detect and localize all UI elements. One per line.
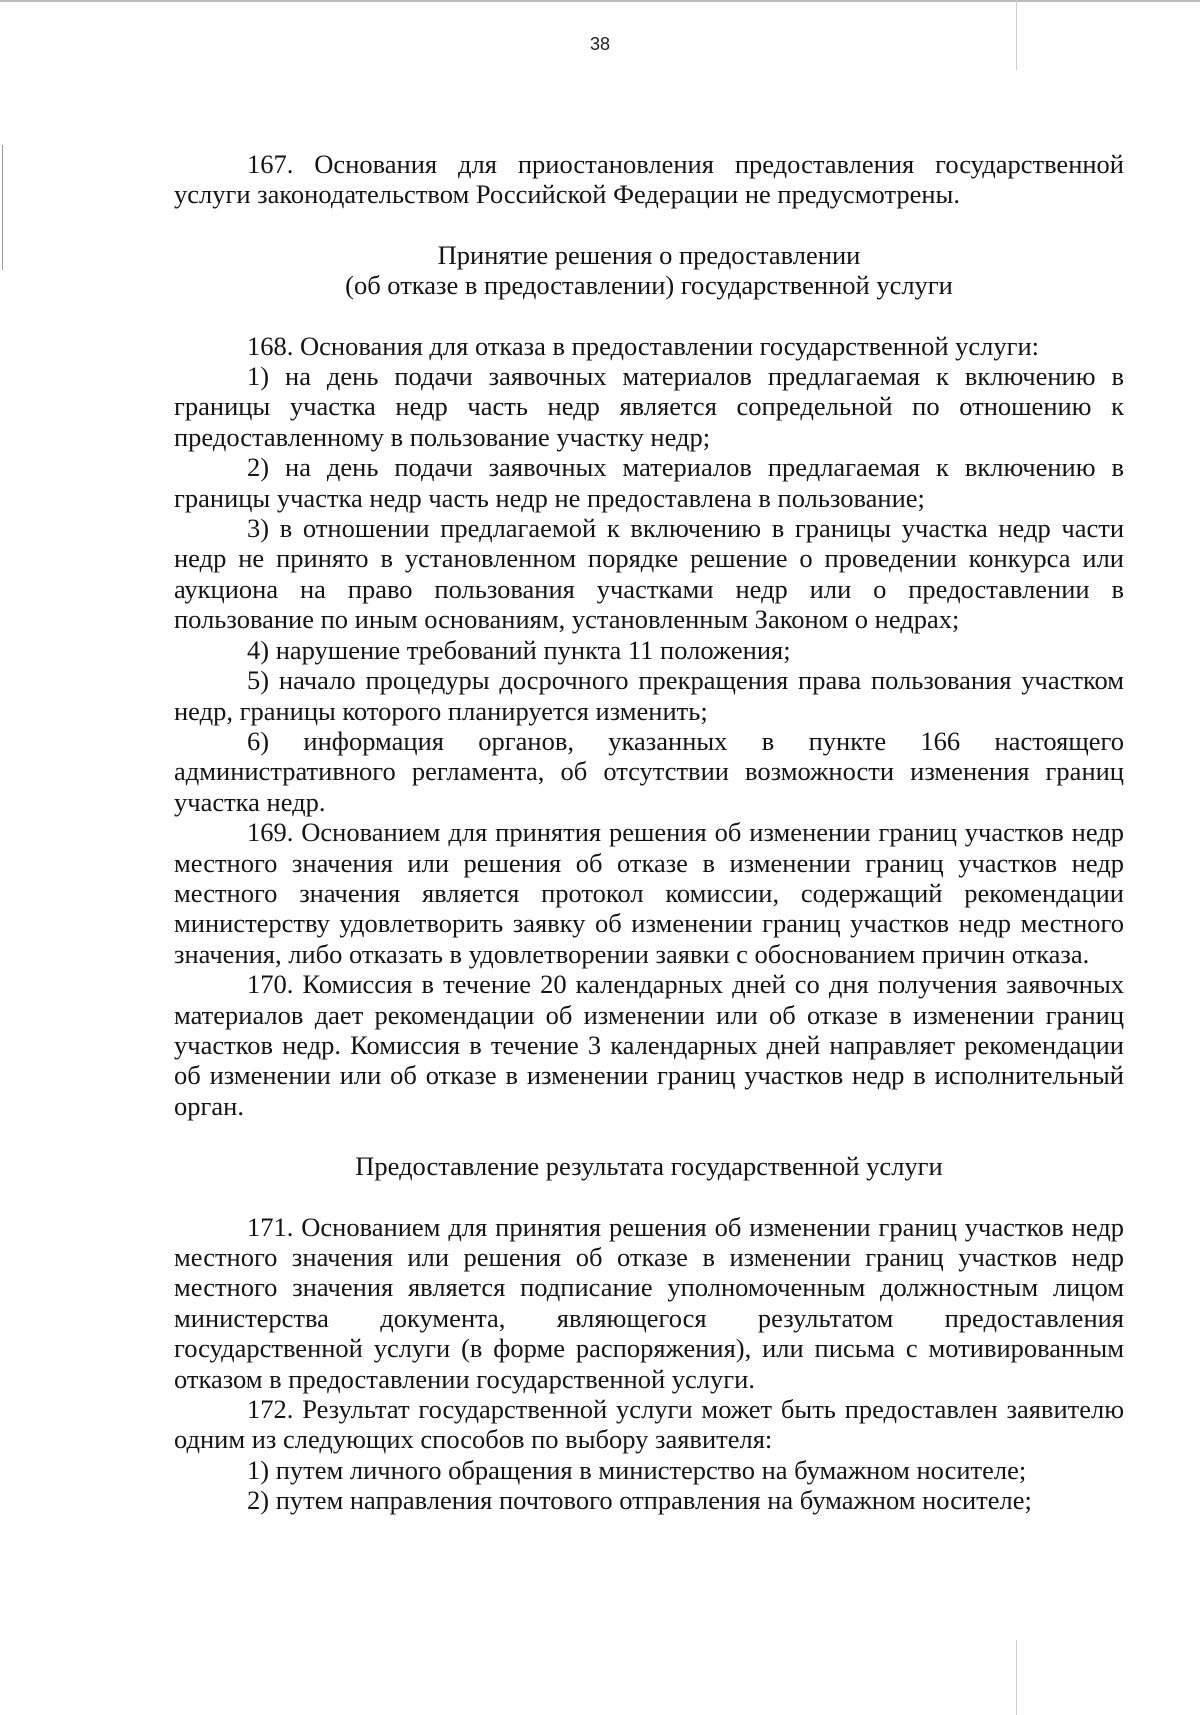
- paragraph: 2) на день подачи заявочных материалов предлагаемая к включению в границы участка недр часть недр не предоставлена в пользование;: [174, 452, 1124, 513]
- paragraph: 1) на день подачи заявочных материалов предлагаемая к включению в границы участка недр часть недр является сопредельной по отношению к предоставленному в пользование участку недр;: [174, 361, 1124, 452]
- paragraph: 167. Основания для приостановления предоставления государственной услуги законодательством Российской Федерации не предусмотрены.: [174, 149, 1124, 210]
- document-body: [174, 149, 1124, 1516]
- paragraph: 5) начало процедуры досрочного прекращения права пользования участком недр, границы которого планируется изменить;: [174, 665, 1124, 726]
- paragraph: 3) в отношении предлагаемой к включению в границы участка недр части недр не принято в установленном порядке решение о проведении конкурса или аукциона на право пользования участками недр или о предоставлении в пользование по иным основаниям, установленным Законом о недрах;: [174, 513, 1124, 635]
- section-heading-line: Принятие решения о предоставлении: [437, 239, 861, 270]
- section-heading-line: Предоставление результата государственной услуги: [355, 1151, 943, 1182]
- paragraph: 169. Основанием для принятия решения об изменении границ участков недр местного значения или решения об отказе в изменении границ участков недр местного значения является протокол комиссии, содержащий рекомендации министерству удовлетворить заявку об изменении границ участков недр местного значения, либо отказать в удовлетворении заявки с обоснованием причин отказа.: [174, 817, 1124, 969]
- spacer: [174, 1121, 1124, 1151]
- spacer: [174, 301, 1124, 331]
- paragraph: 171. Основанием для принятия решения об изменении границ участков недр местного значения или решения об отказе в изменении границ участков недр местного значения является подписание уполномоченным должностным лицом министерства документа, являющегося результатом предоставления государственной услуги (в форме распоряжения), или письма с мотивированным отказом в предоставлении государственной услуги.: [174, 1211, 1124, 1394]
- section-heading-line: (об отказе в предоставлении) государственной услуги: [345, 270, 953, 301]
- spacer: [174, 1182, 1124, 1212]
- scan-edge-bottom: [1016, 1640, 1017, 1715]
- paragraph: 4) нарушение требований пункта 11 положения;: [247, 634, 791, 665]
- page-number: 38: [589, 34, 611, 54]
- section-heading: [174, 1151, 1124, 1181]
- paragraph: 6) информация органов, указанных в пункте 166 настоящего административного регламента, об отсутствии возможности изменения границ участка недр.: [174, 725, 1124, 817]
- paragraph: 170. Комиссия в течение 20 календарных дней со дня получения заявочных материалов дает рекомендации об изменении или об отказе в изменении границ участков недр. Комиссия в течение 3 календарных дней направляет рекомендации об изменении или об отказе в изменении границ участков недр в исполнительный орган.: [174, 969, 1124, 1121]
- paragraph: 172. Результат государственной услуги может быть предоставлен заявителю одним из следующих способов по выбору заявителя:: [174, 1394, 1124, 1455]
- paragraph: 1) путем личного обращения в министерство на бумажном носителе;: [247, 1454, 1027, 1485]
- scan-edge-left: [2, 145, 3, 270]
- section-heading: [174, 240, 1124, 301]
- spacer: [174, 210, 1124, 240]
- scan-edge-top: [0, 0, 1200, 2]
- paragraph: 2) путем направления почтового отправления на бумажном носителе;: [247, 1485, 1032, 1516]
- paragraph: 168. Основания для отказа в предоставлении государственной услуги:: [247, 330, 1040, 361]
